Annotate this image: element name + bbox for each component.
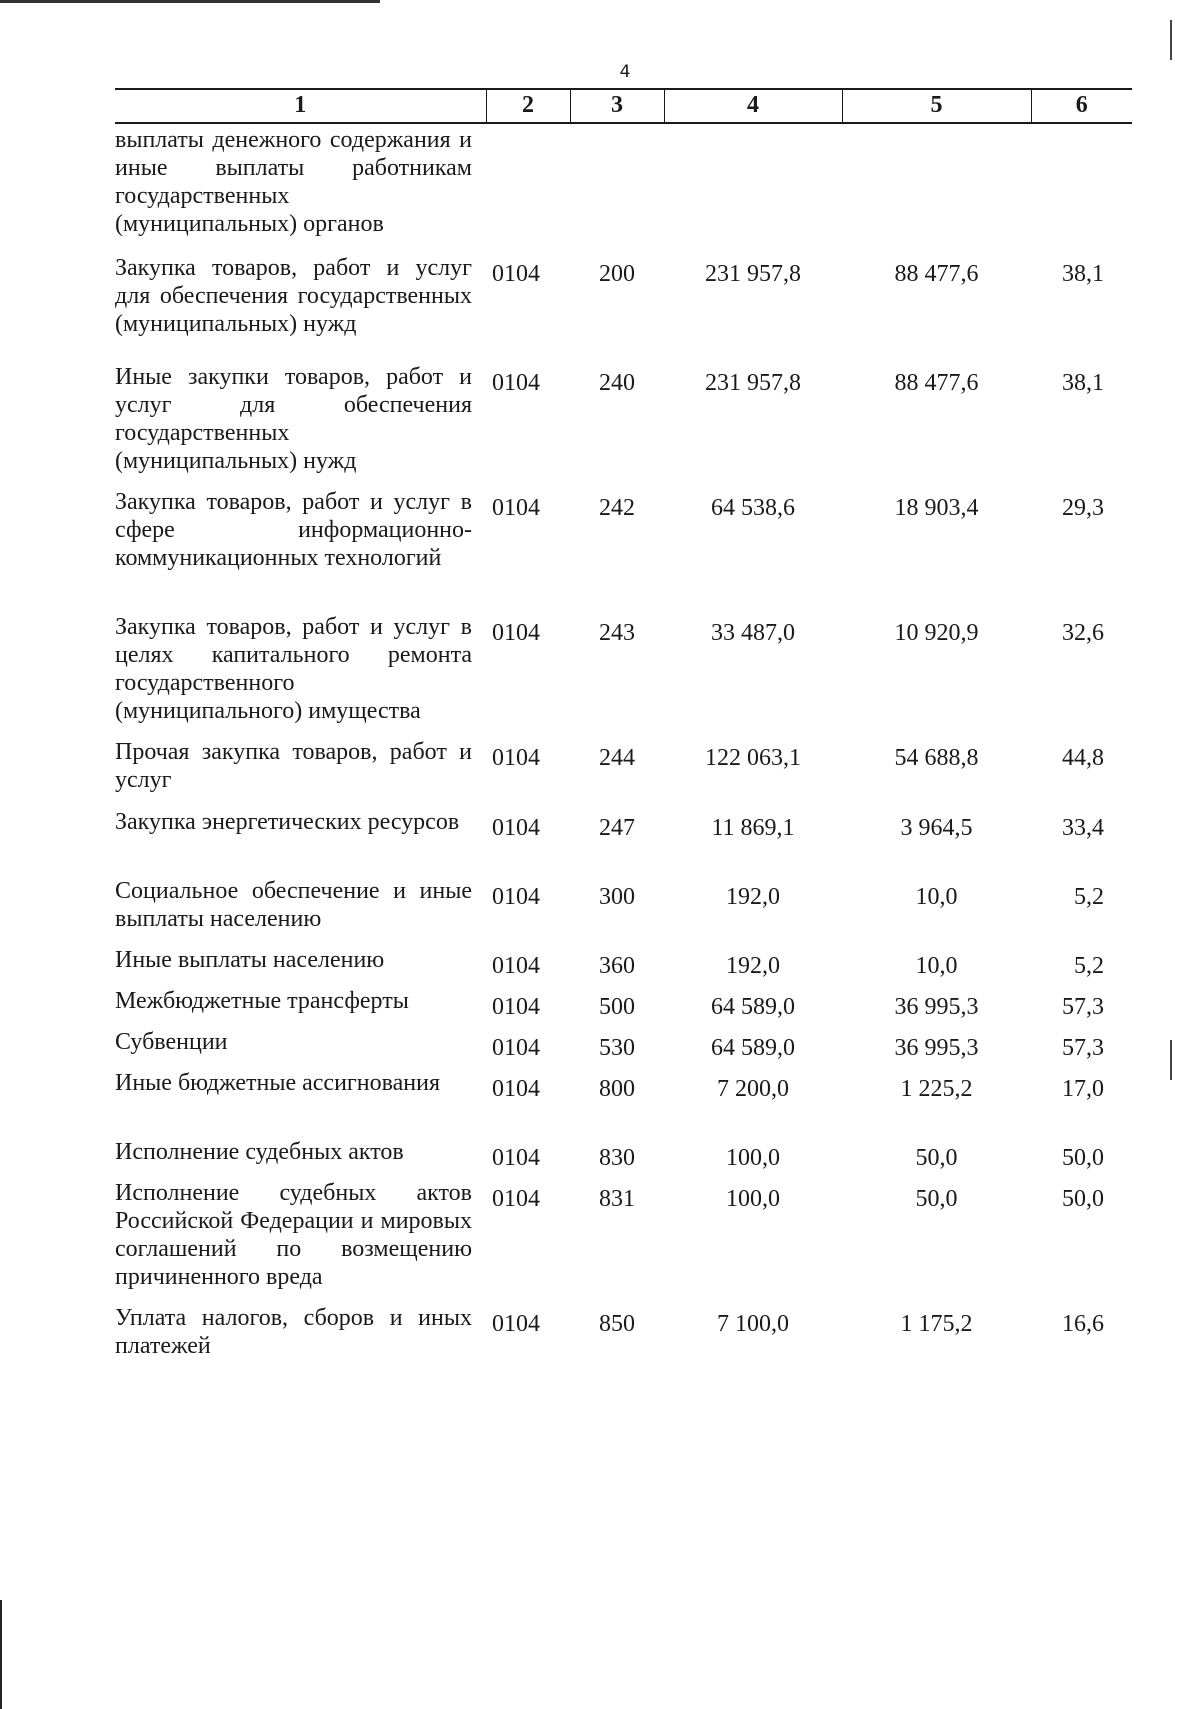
row-percent: 50,0 <box>1062 1145 1104 1171</box>
table-row <box>115 808 1132 877</box>
row-percent: 33,4 <box>1062 815 1104 841</box>
table-row <box>115 1069 1132 1138</box>
row-planned <box>664 123 842 238</box>
row-planned: 11 869,1 <box>711 815 795 841</box>
row-percent: 16,6 <box>1062 1311 1104 1337</box>
row-code: 0104 <box>492 815 540 841</box>
row-actual: 3 964,5 <box>900 815 973 841</box>
row-percent <box>1031 123 1132 238</box>
row-actual: 1 225,2 <box>900 1076 973 1102</box>
row-code <box>486 123 570 238</box>
row-planned: 122 063,1 <box>705 745 801 771</box>
row-code: 0104 <box>492 1311 540 1337</box>
row-actual <box>842 123 1031 238</box>
row-code: 0104 <box>492 495 540 521</box>
column-header: 5 <box>842 89 1031 123</box>
row-planned: 231 957,8 <box>705 370 801 396</box>
row-actual: 50,0 <box>915 1145 958 1171</box>
row-type: 243 <box>599 620 635 646</box>
row-planned: 192,0 <box>726 884 780 910</box>
row-actual: 10 920,9 <box>894 620 979 646</box>
table-row <box>115 946 1132 987</box>
row-code: 0104 <box>492 261 540 287</box>
row-percent: 57,3 <box>1062 994 1104 1020</box>
row-planned: 231 957,8 <box>705 261 801 287</box>
row-planned: 64 589,0 <box>711 1035 795 1061</box>
row-actual: 50,0 <box>915 1186 958 1212</box>
row-percent: 57,3 <box>1062 1035 1104 1061</box>
row-actual: 10,0 <box>915 953 958 979</box>
row-percent: 32,6 <box>1062 620 1104 646</box>
row-code: 0104 <box>492 953 540 979</box>
page-number: 4 <box>619 62 631 82</box>
row-type: 200 <box>599 261 635 287</box>
row-name: Социальное обеспечение и иные выплаты населению <box>115 878 472 932</box>
row-type: 500 <box>599 994 635 1020</box>
row-type: 244 <box>599 745 635 771</box>
table-row <box>115 1179 1132 1304</box>
scan-artifact-right <box>1170 20 1172 60</box>
row-name: Прочая закупка товаров, работ и услуг <box>115 739 472 793</box>
row-actual: 36 995,3 <box>894 994 979 1020</box>
row-code: 0104 <box>492 994 540 1020</box>
row-percent: 44,8 <box>1062 745 1104 771</box>
table-row <box>115 613 1132 738</box>
row-name: Иные закупки товаров, работ и услуг для обеспечения государственных (муниципальных) нужд <box>115 364 472 474</box>
column-header: 4 <box>664 89 842 123</box>
row-actual: 18 903,4 <box>894 495 979 521</box>
row-actual: 10,0 <box>915 884 958 910</box>
row-type: 800 <box>599 1076 635 1102</box>
row-planned: 64 589,0 <box>711 994 795 1020</box>
row-planned: 7 200,0 <box>717 1076 789 1102</box>
table-row <box>115 738 1132 808</box>
row-name: Иные выплаты населению <box>115 947 385 973</box>
row-actual: 88 477,6 <box>894 261 979 287</box>
row-type: 850 <box>599 1311 635 1337</box>
row-code: 0104 <box>492 1035 540 1061</box>
row-percent: 29,3 <box>1062 495 1104 521</box>
table-row <box>115 1304 1132 1374</box>
row-code: 0104 <box>492 1076 540 1102</box>
row-type <box>570 123 664 238</box>
row-percent: 5,2 <box>1074 953 1104 979</box>
row-planned: 100,0 <box>726 1186 780 1212</box>
table-row <box>115 1028 1132 1069</box>
row-planned: 100,0 <box>726 1145 780 1171</box>
table-row <box>115 987 1132 1028</box>
column-header: 6 <box>1031 89 1132 123</box>
row-percent: 50,0 <box>1062 1186 1104 1212</box>
row-name: Исполнение судебных актов Российской Федерации и мировых соглашений по возмещению причиненного вреда <box>115 1180 472 1290</box>
column-header: 3 <box>570 89 664 123</box>
row-name: Закупка товаров, работ и услуг для обеспечения государственных (муниципальных) нужд <box>115 255 472 337</box>
scan-artifact-right <box>1170 1040 1172 1080</box>
table-row <box>115 123 1132 238</box>
row-name: Межбюджетные трансферты <box>115 988 409 1014</box>
row-type: 240 <box>599 370 635 396</box>
scan-artifact-left <box>0 1600 2 1709</box>
row-name: Субвенции <box>115 1029 228 1055</box>
column-header: 1 <box>115 89 486 123</box>
row-actual: 54 688,8 <box>894 745 979 771</box>
row-name: Закупка товаров, работ и услуг в сфере информационно-коммуникационных технологий <box>115 489 472 571</box>
row-actual: 36 995,3 <box>894 1035 979 1061</box>
row-type: 300 <box>599 884 635 910</box>
scan-artifact-top <box>0 0 380 3</box>
row-planned: 33 487,0 <box>711 620 795 646</box>
row-planned: 192,0 <box>726 953 780 979</box>
table-header-row <box>115 89 1132 123</box>
table-row <box>115 363 1132 488</box>
row-code: 0104 <box>492 620 540 646</box>
row-name: Исполнение судебных актов <box>115 1139 404 1165</box>
row-percent: 38,1 <box>1062 261 1104 287</box>
budget-table <box>115 88 1132 1374</box>
row-actual: 88 477,6 <box>894 370 979 396</box>
row-type: 242 <box>599 495 635 521</box>
row-actual: 1 175,2 <box>900 1311 973 1337</box>
table-row <box>115 488 1132 613</box>
row-type: 831 <box>599 1186 635 1212</box>
row-code: 0104 <box>492 884 540 910</box>
row-name: Иные бюджетные ассигнования <box>115 1070 440 1096</box>
row-code: 0104 <box>492 745 540 771</box>
column-header: 2 <box>486 89 570 123</box>
row-planned: 64 538,6 <box>711 495 795 521</box>
table-row <box>115 238 1132 363</box>
row-name: Уплата налогов, сборов и иных платежей <box>115 1305 472 1359</box>
row-type: 360 <box>599 953 635 979</box>
row-planned: 7 100,0 <box>717 1311 789 1337</box>
row-percent: 5,2 <box>1074 884 1104 910</box>
row-code: 0104 <box>492 370 540 396</box>
table-row <box>115 877 1132 946</box>
row-type: 247 <box>599 815 635 841</box>
row-name: Закупка товаров, работ и услуг в целях капитального ремонта государственного (муниципального) имущества <box>115 614 472 724</box>
row-type: 530 <box>599 1035 635 1061</box>
row-percent: 38,1 <box>1062 370 1104 396</box>
table-row <box>115 1138 1132 1179</box>
row-name: Закупка энергетических ресурсов <box>115 809 460 835</box>
row-code: 0104 <box>492 1186 540 1212</box>
row-type: 830 <box>599 1145 635 1171</box>
table-body <box>115 123 1132 1374</box>
row-percent: 17,0 <box>1062 1076 1104 1102</box>
row-name: выплаты денежного содержания и иные выплаты работникам государственных (муниципальных) органов <box>115 127 472 237</box>
row-code: 0104 <box>492 1145 540 1171</box>
